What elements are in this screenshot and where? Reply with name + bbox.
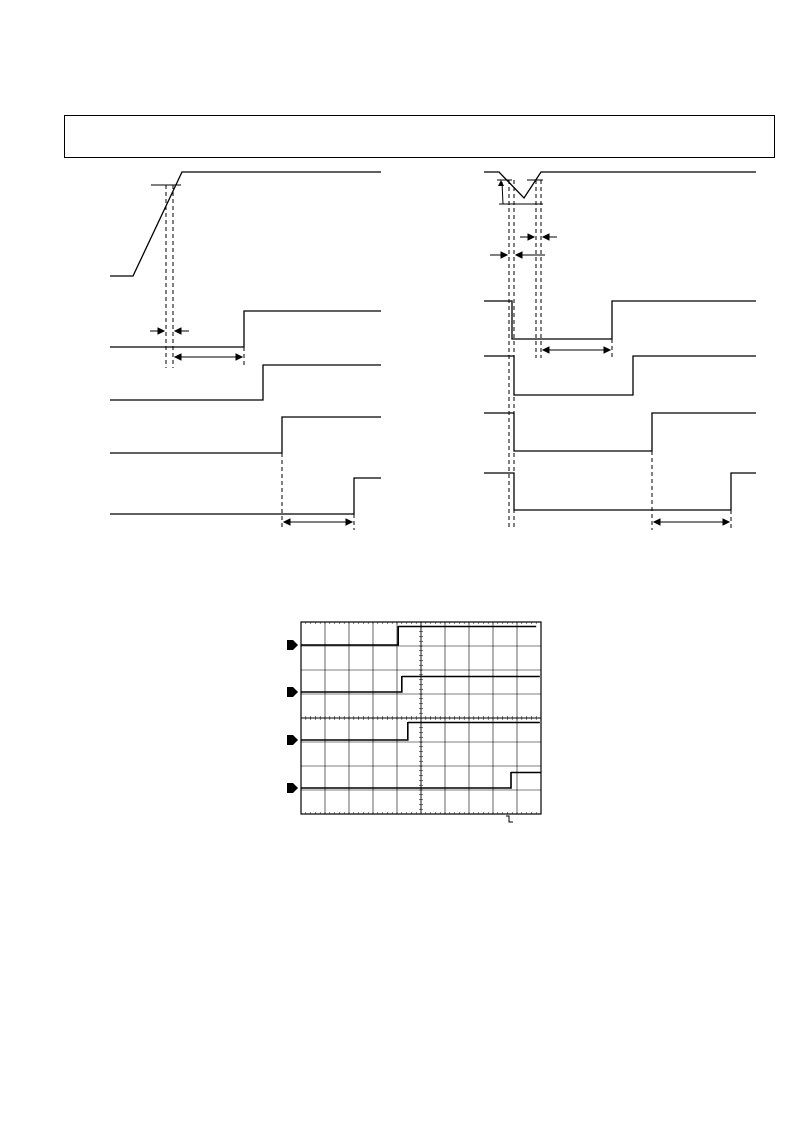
scope-trace-ch1: [301, 626, 536, 645]
ch2-marker-icon: [287, 687, 298, 697]
scope-graticule: [301, 622, 541, 814]
ch3-marker-icon: [287, 735, 298, 745]
ch1-marker-icon: [287, 640, 298, 650]
trigger-falling-edge-icon: [506, 816, 513, 822]
ch4-marker-icon: [287, 783, 298, 793]
scope-trace-ch2: [301, 676, 540, 692]
